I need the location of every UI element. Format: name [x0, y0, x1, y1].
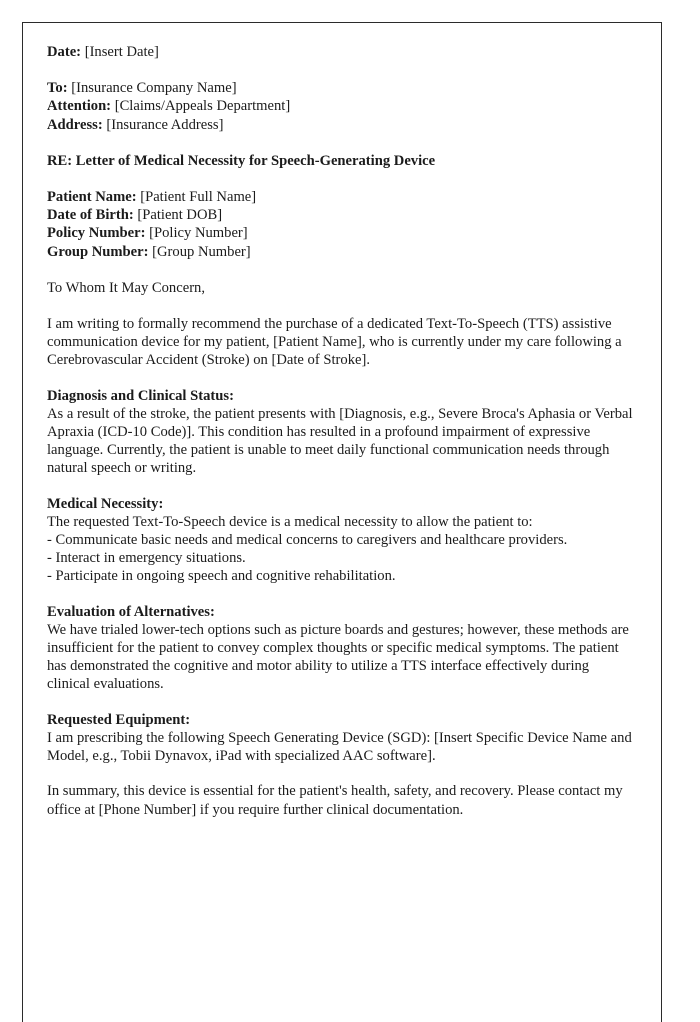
- section-diagnosis-body: As a result of the stroke, the patient presents with [Diagnosis, e.g., Severe Broca's Aphasia or Verbal Apraxia (ICD-10 Code)]. This condition has resulted in a profound impairment of expressive language. Currently, the patient is unable to meet daily functional communication needs through natural speech or writing.: [47, 405, 633, 477]
- section-evaluation-of-alternatives: [47, 603, 635, 694]
- policy-number-value: [Policy Number]: [149, 225, 248, 242]
- address-value: [Insurance Address]: [106, 116, 224, 133]
- address-line: [47, 116, 635, 134]
- date-label: Date:: [47, 44, 82, 60]
- date-line: [47, 43, 635, 61]
- spacer: [47, 765, 635, 782]
- policy-number-label: Policy Number:: [47, 225, 146, 242]
- policy-number-line: [47, 224, 635, 242]
- patient-name-value: [Patient Full Name]: [140, 189, 257, 206]
- group-number-line: [47, 243, 635, 261]
- document-body: [47, 43, 635, 819]
- spacer: [47, 134, 635, 152]
- date-of-birth-label: Date of Birth:: [47, 207, 134, 224]
- to-label: To:: [47, 80, 68, 97]
- date-of-birth-value: [Patient DOB]: [137, 207, 223, 224]
- section-medical-necessity-body: The requested Text-To-Speech device is a medical necessity to allow the patient to:: [47, 513, 533, 530]
- spacer: [47, 61, 635, 79]
- list-item: - Participate in ongoing speech and cognitive rehabilitation.: [47, 568, 396, 585]
- section-evaluation-of-alternatives-body: We have trialed lower-tech options such as picture boards and gestures; however, these methods are insufficient for the patient to convey complex thoughts or specific medical symptoms. The patient has demonstrated the cognitive and motor ability to utilize a TTS interface effectively during clinical evaluations.: [47, 621, 629, 693]
- spacer: [47, 261, 635, 279]
- to-line: [47, 79, 635, 97]
- spacer: [47, 297, 635, 315]
- attention-value: [Claims/Appeals Department]: [114, 98, 291, 115]
- document-page: [22, 22, 662, 1022]
- patient-info-block: [47, 188, 635, 261]
- closing-block: [47, 782, 635, 818]
- section-requested-equipment-body: I am prescribing the following Speech Generating Device (SGD): [Insert Specific Device Name and Model, e.g., Tobii Dynavox, iPad with specialized AAC software].: [47, 729, 632, 765]
- section-medical-necessity: [47, 495, 635, 586]
- attention-label: Attention:: [47, 98, 112, 115]
- salutation-block: [47, 279, 635, 297]
- spacer: [47, 478, 635, 495]
- section-diagnosis: [47, 387, 635, 478]
- date-block: [47, 43, 635, 61]
- attention-line: [47, 97, 635, 115]
- section-requested-equipment: [47, 711, 635, 766]
- date-value: [Insert Date]: [84, 44, 159, 60]
- group-number-value: [Group Number]: [152, 243, 251, 260]
- section-evaluation-of-alternatives-heading: Evaluation of Alternatives:: [47, 603, 215, 620]
- group-number-label: Group Number:: [47, 243, 149, 260]
- list-item: - Interact in emergency situations.: [47, 550, 246, 567]
- recipient-block: [47, 79, 635, 134]
- patient-name-label: Patient Name:: [47, 189, 137, 206]
- closing-paragraph: In summary, this device is essential for the patient's health, safety, and recovery. Please contact my office at [Phone Number] if you require further clinical documentation.: [47, 783, 623, 818]
- section-requested-equipment-heading: Requested Equipment:: [47, 711, 191, 728]
- salutation: To Whom It May Concern,: [47, 279, 205, 296]
- spacer: [47, 370, 635, 387]
- patient-name-line: [47, 188, 635, 206]
- intro-paragraph: I am writing to formally recommend the purchase of a dedicated Text-To-Speech (TTS) assistive communication device for my patient, [Patient Name], who is currently under my care following a Cerebrovascular Accident (Stroke) on [Date of Stroke].: [47, 316, 622, 369]
- subject-line: RE: Letter of Medical Necessity for Speech-Generating Device: [47, 152, 436, 169]
- subject-block: [47, 152, 635, 170]
- spacer: [47, 586, 635, 603]
- list-item: - Communicate basic needs and medical concerns to caregivers and healthcare providers.: [47, 532, 568, 549]
- to-value: [Insurance Company Name]: [71, 80, 237, 97]
- date-of-birth-line: [47, 206, 635, 224]
- section-diagnosis-heading: Diagnosis and Clinical Status:: [47, 387, 234, 404]
- address-label: Address:: [47, 116, 103, 133]
- intro-paragraph-block: [47, 315, 635, 370]
- section-medical-necessity-heading: Medical Necessity:: [47, 495, 164, 512]
- spacer: [47, 694, 635, 711]
- spacer: [47, 170, 635, 188]
